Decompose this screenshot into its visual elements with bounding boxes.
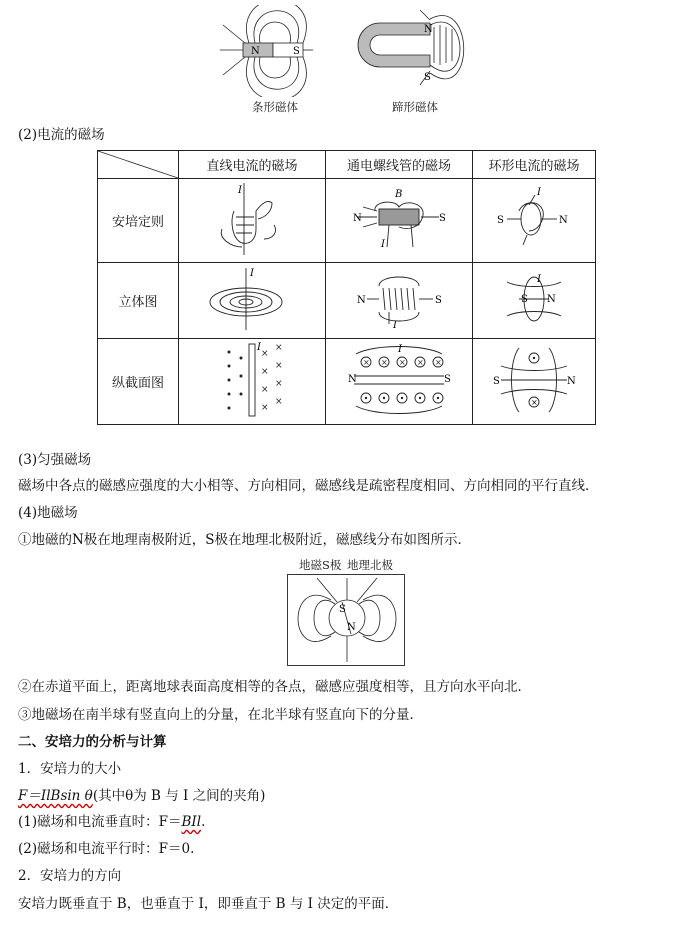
svg-text:×: × (435, 357, 442, 367)
svg-text:×: × (275, 342, 283, 353)
cell-straight-ampere (179, 179, 326, 263)
horseshoe-s-label: S (424, 72, 431, 83)
svg-text:N: N (353, 212, 362, 224)
cell-ring-section (473, 339, 596, 425)
right-hand-ring-icon (489, 181, 579, 257)
horseshoe-magnet-caption: 蹄形磁体 (392, 100, 438, 114)
cell-ring-3d (473, 263, 596, 339)
col-header-ring: 环形电流的磁场 (473, 151, 596, 179)
case-perpendicular: (1)磁场和电流垂直时：F＝BIl. (18, 814, 206, 830)
svg-text:N: N (348, 373, 357, 385)
svg-text:×: × (261, 384, 269, 395)
cell-solenoid-3d (326, 263, 473, 339)
solenoid-3d-figure (349, 264, 449, 334)
formula-note: (其中θ为 B 与 I 之间的夹角) (92, 788, 266, 804)
cell-straight-3d (179, 263, 326, 339)
earth-n-label: N (347, 622, 356, 633)
svg-text:×: × (363, 357, 370, 367)
svg-text:I: I (257, 341, 261, 353)
uniform-field-text: 磁场中各点的磁感应强度的大小相等、方向相同，磁感线是疏密程度相同、方向相同的平行直线． (18, 478, 599, 494)
svg-text:N: N (547, 293, 556, 305)
svg-text:×: × (275, 378, 283, 389)
svg-text:I: I (238, 184, 242, 196)
earth-point-1: ①地磁的N极在地理南极附近，S极在地理北极附近，磁感线分布如图所示． (18, 532, 472, 548)
formula-line (18, 786, 265, 806)
col-header-straight: 直线电流的磁场 (179, 151, 326, 179)
heading-ampere-force: 二、安培力的分析与计算 (18, 734, 167, 750)
case-parallel: (2)磁场和电流平行时：F＝0. (18, 841, 195, 857)
svg-text:×: × (261, 348, 269, 359)
horseshoe-n-label: N (424, 24, 433, 35)
earth-point-2: ②在赤道平面上，距离地球表面高度相等的各点，磁感应强度相等，且方向水平向北． (18, 679, 531, 695)
cell-solenoid-section (326, 339, 473, 425)
svg-text:S: S (521, 293, 528, 305)
svg-text:S: S (439, 212, 446, 224)
cell-solenoid-ampere (326, 179, 473, 263)
svg-text:×: × (531, 397, 538, 407)
sub-heading-magnitude: 1．安培力的大小 (18, 761, 122, 777)
horseshoe-magnet-figure (350, 5, 470, 97)
svg-text:×: × (261, 402, 269, 413)
right-hand-solenoid-icon (349, 181, 449, 257)
row-header-section-view: 纵截面图 (98, 339, 179, 425)
svg-text:N: N (567, 375, 576, 387)
straight-section-figure (207, 340, 297, 420)
earth-figure-label-left: 地磁S极 (299, 558, 342, 572)
svg-text:N: N (357, 294, 366, 306)
bar-s-label: S (293, 46, 300, 57)
ring-section-figure (489, 340, 579, 420)
bar-n-label: N (251, 46, 260, 57)
direction-text: 安培力既垂直于 B，也垂直于 I，即垂直于 B 与 I 决定的平面． (18, 896, 399, 912)
svg-text:I: I (398, 343, 402, 355)
svg-text:×: × (261, 366, 269, 377)
row-header-3d-view: 立体图 (98, 263, 179, 339)
svg-text:S: S (497, 214, 504, 226)
bar-magnet-caption: 条形磁体 (252, 100, 298, 114)
ring-3d-figure (489, 264, 579, 334)
cell-ring-ampere (473, 179, 596, 263)
svg-text:I: I (537, 273, 541, 285)
svg-text:S: S (444, 373, 451, 385)
section-earth-field: (4)地磁场 (18, 505, 78, 521)
earth-field-figure (287, 574, 405, 666)
earth-point-3: ③地磁场在南半球有竖直向上的分量，在北半球有竖直向下的分量． (18, 707, 423, 723)
svg-text:×: × (275, 396, 283, 407)
current-field-table (97, 150, 596, 425)
solenoid-section-figure (344, 340, 454, 420)
section-current-field: (2)电流的磁场 (18, 127, 105, 143)
svg-text:×: × (381, 357, 388, 367)
right-hand-straight-icon (212, 181, 292, 257)
cell-straight-section (179, 339, 326, 425)
svg-text:B: B (395, 188, 403, 200)
straight-3d-figure (202, 264, 302, 334)
col-header-solenoid: 通电螺线管的磁场 (326, 151, 473, 179)
svg-text:×: × (417, 357, 424, 367)
section-uniform-field: (3)匀强磁场 (18, 452, 92, 468)
earth-figure-label-right: 地理北极 (347, 558, 393, 572)
table-corner-cell (98, 151, 179, 179)
bar-magnet-figure (215, 5, 315, 97)
svg-text:I: I (250, 267, 254, 279)
svg-text:I: I (381, 238, 385, 250)
row-header-ampere-rule: 安培定则 (98, 179, 179, 263)
sub-heading-direction: 2．安培力的方向 (18, 868, 122, 884)
svg-text:S: S (435, 294, 442, 306)
svg-text:×: × (399, 357, 406, 367)
earth-s-label: S (339, 604, 346, 615)
case-perpendicular-value: BIl (181, 814, 202, 830)
formula-main: F＝IlBsin θ (18, 788, 93, 804)
svg-text:I: I (393, 319, 397, 331)
svg-text:×: × (275, 360, 283, 371)
svg-text:N: N (559, 214, 568, 226)
svg-text:S: S (493, 375, 500, 387)
svg-text:I: I (537, 186, 541, 198)
